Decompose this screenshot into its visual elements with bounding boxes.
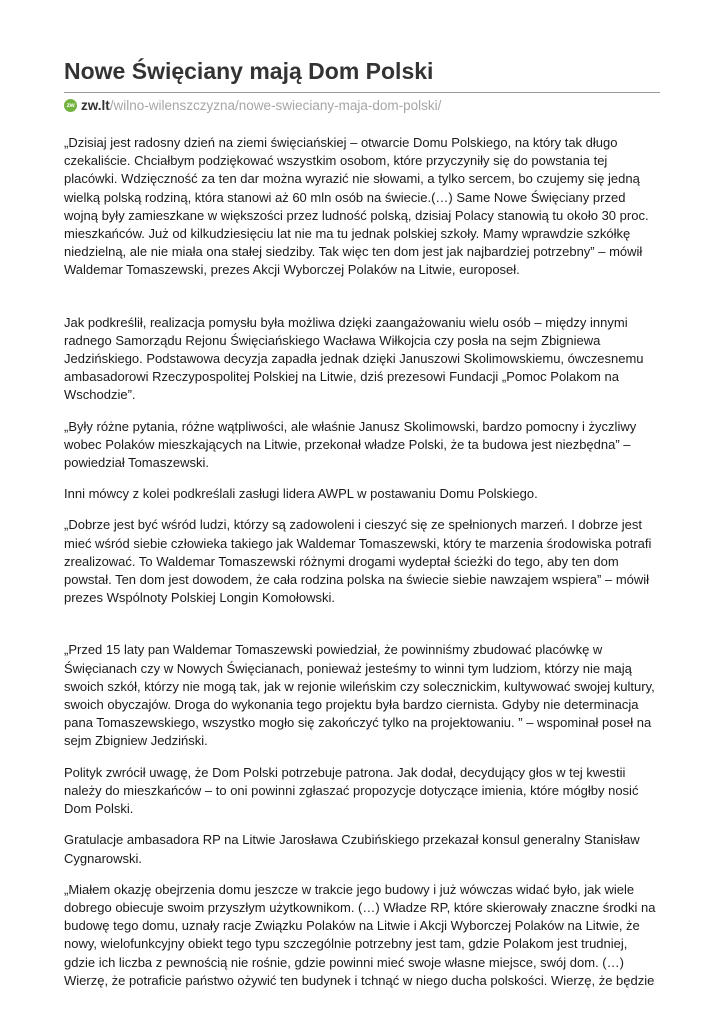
paragraph: Gratulacje ambasadora RP na Litwie Jarosława Czubińskiego przekazał konsul generalny Stanisław Cygnarowski. [64,832,640,866]
paragraph: Polityk zwrócił uwagę, że Dom Polski potrzebuje patrona. Jak dodał, decydujący głos w tej kwestii należy do mieszkańców – to oni powinni zgłaszać propozycje dotyczące imienia, które mógłby nosić Dom Polski. [64,764,639,817]
article-body [64,134,660,990]
source-path[interactable]: /wilno-wilenszczyzna/nowe-swieciany-maja-dom-polski/ [109,98,442,113]
zw-logo-icon: zw [64,99,77,112]
paragraph: „Dobrze jest być wśród ludzi, którzy są zadowoleni i cieszyć się ze spełnionych marzeń. I dobrze jest mieć wśród siebie człowieka takiego jak Waldemar Tomaszewski, który te marzenia środowiska potrafi zrealizować. To Waldemar Tomaszewski różnymi drogami wydeptał ścieżki do tego, aby ten dom powstał. Ten dom jest dowodem, że cała rodzina polska na świecie siebie nawzajem wspiera” – mówił prezes Wspólnoty Polskiej Longin Komołowski. [64,517,652,606]
paragraph: Inni mówcy z kolei podkreślali zasługi lidera AWPL w postawaniu Domu Polskiego. [64,486,538,502]
paragraph: „Dzisiaj jest radosny dzień na ziemi święciańskiej – otwarcie Domu Polskiego, na który tak długo czekaliście. Chciałbym podziękować wszystkim osobom, które przyczyniły się do powstania tej placówki. Wdzięczność za ten dar można wyrazić nie słowami, a tylko sercem, bo czujemy się jedną wielką polską rodziną, która stanowi aż 60 mln osób na świecie.(…) Same Nowe Święciany przed wojną były zamieszkane w większości przez ludność polską, dzisiaj Polacy stanowią tu około 30 proc. mieszkańców. Już od kilkudziesięciu lat nie ma tu jednak polskiej szkoły. Mamy wprawdzie szkółkę niedzielną, ale nie miała ona stałej siedziby. Tak więc ten dom jest jak najbardziej potrzebny” – mówił Waldemar Tomaszewski, prezes Akcji Wyborczej Polaków na Litwie, europoseł. [64,135,649,278]
paragraph: „Przed 15 laty pan Waldemar Tomaszewski powiedział, że powinniśmy zbudować placówkę w Święcianach czy w Nowych Święcianach, ponieważ jesteśmy to winni tym ludziom, którzy nie mają swoich szkół, którzy nie mogą tak, jak w rejonie wileńskim czy solecznickim, kultywować swojej kultury, swoich obyczajów. Droga do wykonania tego projektu była bardzo ciernista. Gdyby nie determinacja pana Tomaszewskiego, wszystko mogło się zakończyć tylko na projektowaniu. ” – wspominał poseł na sejm Zbigniew Jedziński. [64,642,655,749]
paragraph: „Były różne pytania, różne wątpliwości, ale właśnie Janusz Skolimowski, bardzo pomocny i życzliwy wobec Polaków mieszkających na Litwie, przekonał władze Polski, że ta budowa jest niezbędna” – powiedział Tomaszewski. [64,418,637,471]
title-divider [64,92,660,93]
source-link[interactable] [64,98,441,113]
paragraph: „Miałem okazję obejrzenia domu jeszcze w trakcie jego budowy i już wówczas widać było, jak wiele dobrego obiecuje swoim przyszłym użytkownikom. (…) Władze RP, które skierowały znaczne środki na budowę tego domu, uznały racje Związku Polaków na Litwie i Akcji Wyborczej Polaków na Litwie, że nowy, wielofunkcyjny obiekt tego typu szczególnie potrzebny jest tam, gdzie Polakom jest trudniej, gdzie ich liczba z pewnością nie rośnie, gdzie powinni mieć swoje własne miejsce, swój dom. (…) Wierzę, że potraficie państwo ożywić ten budynek i tchnąć w niego ducha polskości. Wierzę, że będzie [64,881,656,988]
paragraph: Jak podkreślił, realizacja pomysłu była możliwa dzięki zaangażowaniu wielu osób – między innymi radnego Samorządu Rejonu Święciańskiego Wacława Wiłkojcia czy posła na sejm Zbigniewa Jedzińskiego. Podstawowa decyzja zapadła jednak dzięki Januszowi Skolimowskiemu, ówczesnemu ambasadorowi Rzeczypospolitej Polskiej na Litwie, dziś prezesowi Fundacji „Pomoc Polakom na Wschodzie”. [64,314,644,403]
page-title: Nowe Święciany mają Dom Polski [64,58,434,84]
source-domain[interactable]: zw.lt [81,98,110,113]
